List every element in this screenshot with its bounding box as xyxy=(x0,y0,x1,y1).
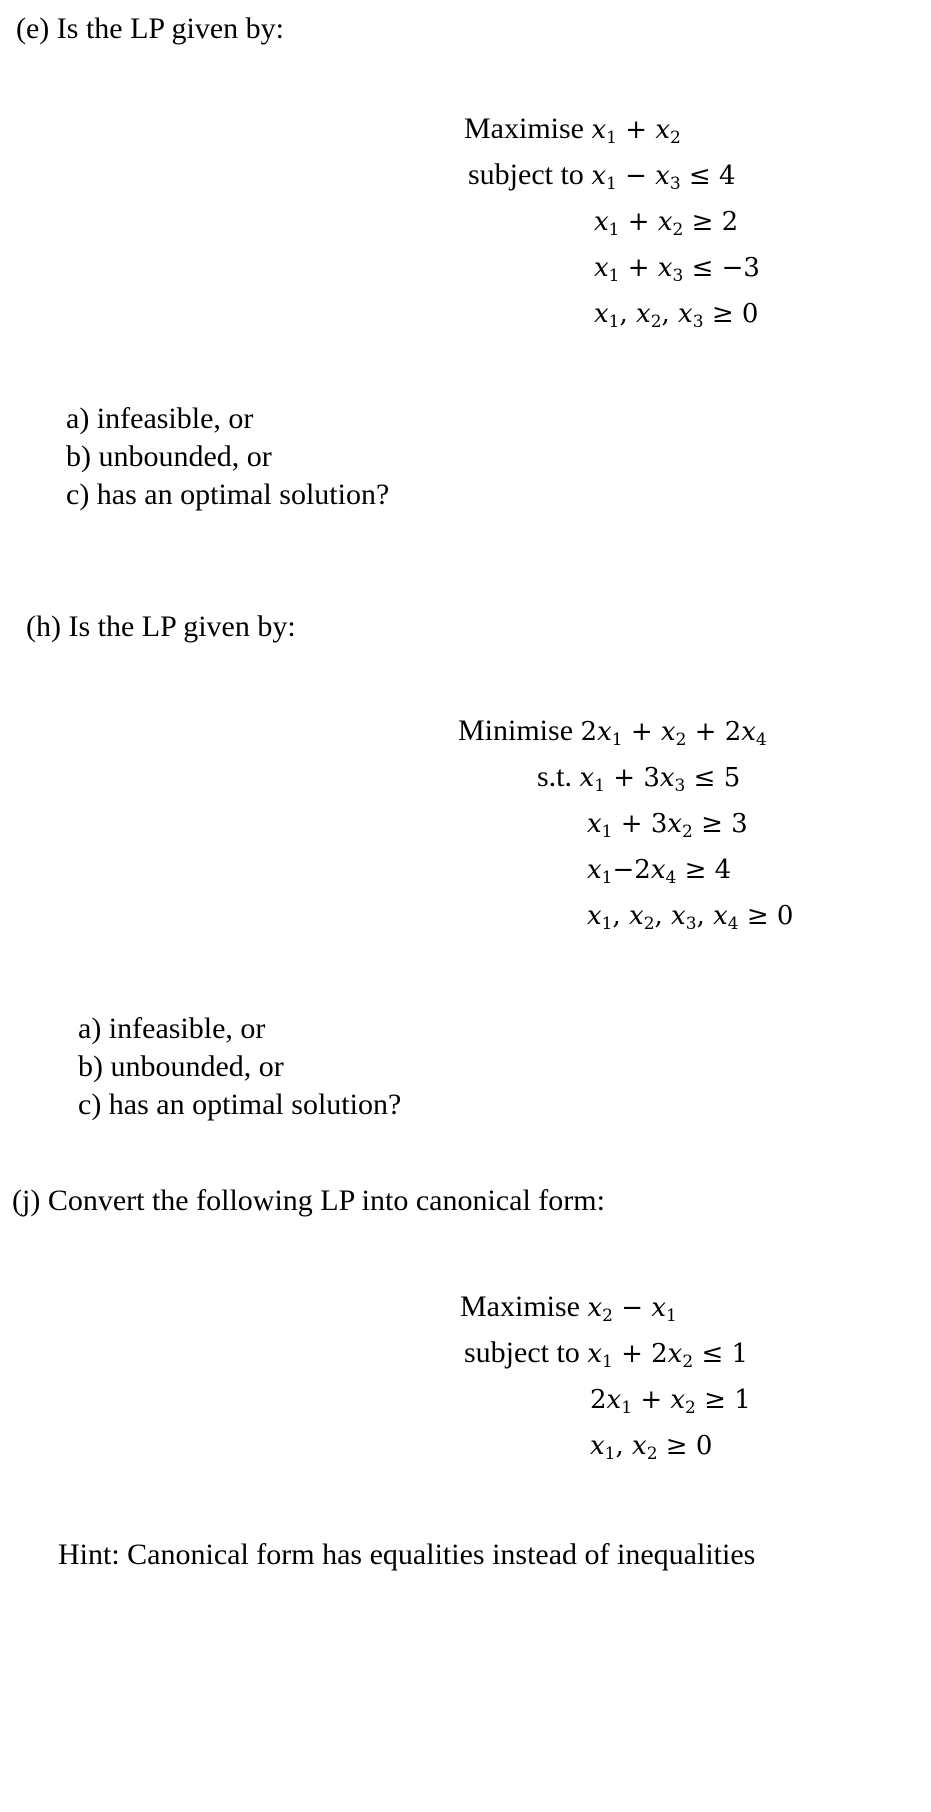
option-b: b) unbounded, or xyxy=(78,1050,284,1083)
constraint-word: s.t. xyxy=(537,760,573,793)
lp-h-constraint-1: s.t. $x_1 + 3x_3 \le 5$ xyxy=(537,760,741,796)
option-b: b) unbounded, or xyxy=(66,440,272,473)
objective-word: Maximise xyxy=(460,1290,580,1323)
lp-e-nonnegativity: $x_1$, $x_2$, $x_3 \ge 0$ xyxy=(594,299,759,332)
lp-j-objective: Maximise $x_2 - x_1$ xyxy=(460,1290,677,1326)
objective-word: Minimise xyxy=(458,714,574,747)
lp-j-nonnegativity: $x_1$, $x_2 \ge 0$ xyxy=(590,1431,713,1464)
option-a: a) infeasible, or xyxy=(78,1012,266,1045)
lp-e-constraint-3: $x_1 + x_3 \le -3$ xyxy=(594,253,760,286)
question-j-label: (j) Convert the following LP into canonical form: xyxy=(12,1184,605,1217)
lp-h-nonnegativity: $x_1$, $x_2$, $x_3$, $x_4 \ge 0$ xyxy=(587,901,794,934)
question-j-hint: Hint: Canonical form has equalities instead of inequalities xyxy=(58,1538,756,1571)
lp-h-objective: Minimise $2x_1 + x_2 + 2x_4$ xyxy=(458,714,767,750)
constraint-word: subject to xyxy=(464,1336,580,1369)
option-c: c) has an optimal solution? xyxy=(66,478,390,511)
lp-h-constraint-3: $x_1-2x_4 \ge 4$ xyxy=(587,855,732,888)
constraint-word: subject to xyxy=(468,158,584,191)
lp-j-constraint-2: $2x_1 + x_2 \ge 1$ xyxy=(590,1385,751,1418)
objective-word: Maximise xyxy=(464,112,584,145)
question-h-label: (h) Is the LP given by: xyxy=(26,610,296,643)
lp-e-constraint-1: subject to $x_1 - x_3 \le 4$ xyxy=(468,158,736,194)
lp-e-objective: Maximise $x_1 + x_2$ xyxy=(464,112,681,148)
lp-h-constraint-2: $x_1 + 3x_2 \ge 3$ xyxy=(587,809,748,842)
question-h-options xyxy=(78,1010,401,1124)
lp-e-constraint-2: $x_1 + x_2 \ge 2$ xyxy=(594,207,739,240)
option-a: a) infeasible, or xyxy=(66,402,254,435)
option-c: c) has an optimal solution? xyxy=(78,1088,402,1121)
question-e-label: (e) Is the LP given by: xyxy=(16,12,284,45)
question-e-options xyxy=(66,400,389,514)
lp-j-constraint-1: subject to $x_1 + 2x_2 \le 1$ xyxy=(464,1336,749,1372)
